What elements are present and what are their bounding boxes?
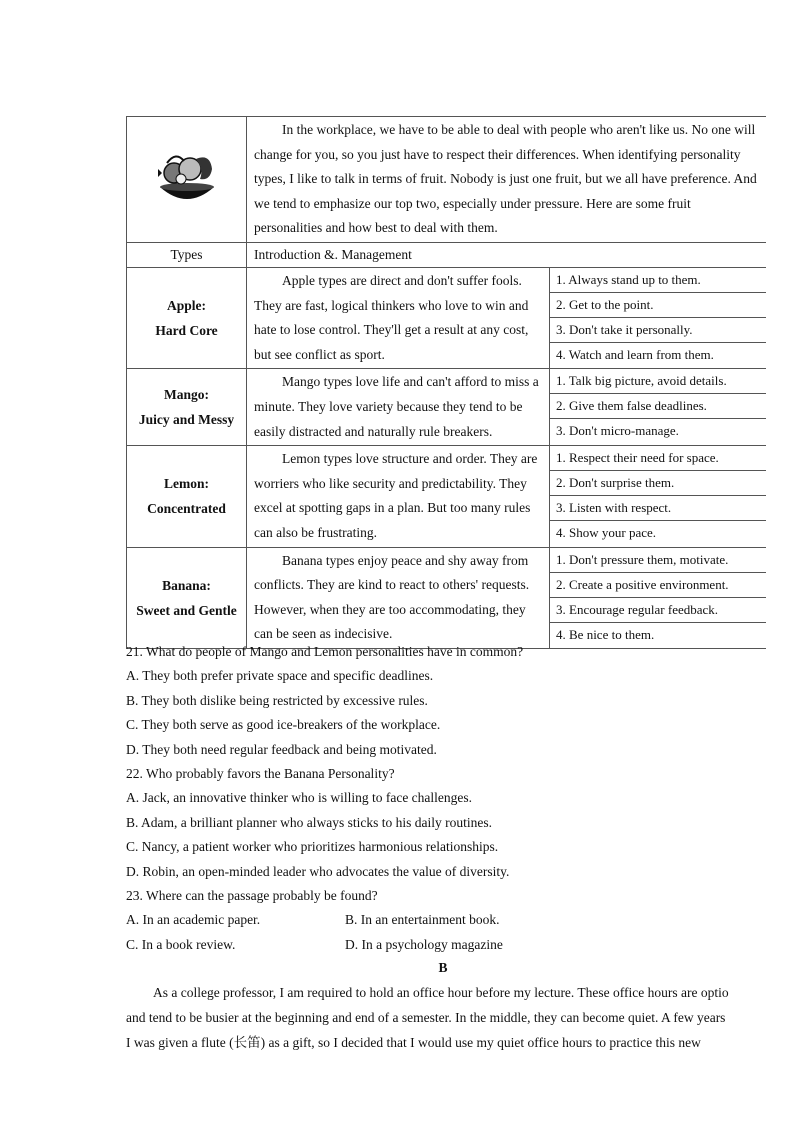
question-22: 22. Who probably favors the Banana Personality? — [126, 765, 395, 781]
section-b-paragraph — [126, 981, 736, 1055]
type-subtitle: Hard Core — [155, 323, 218, 339]
tip-item: 3. Don't micro-manage. — [556, 423, 679, 439]
tip-item: 4. Show your pace. — [556, 525, 657, 541]
tip-item: 3. Don't take it personally. — [550, 318, 766, 343]
option-21c: C. They both serve as good ice-breakers of the workplace. — [126, 717, 441, 733]
fruit-personality-table — [126, 116, 766, 649]
lemon-row — [126, 445, 766, 546]
type-cell — [126, 446, 247, 546]
paragraph-line: I was given a flute (长笛) as a gift, so I decided that I would use my quiet office hours to practice this new — [126, 1034, 701, 1050]
intro-row — [126, 116, 766, 242]
header-types: Types — [126, 243, 247, 267]
tip-item: 1. Don't pressure them, motivate. — [550, 548, 766, 573]
option-22b: B. Adam, a brilliant planner who always sticks to his daily routines. — [126, 814, 492, 830]
section-b-heading: B — [438, 960, 448, 975]
type-subtitle: Juicy and Messy — [138, 412, 235, 428]
option-23d: D. In a psychology magazine — [345, 936, 503, 952]
type-name: Mango: — [164, 387, 209, 403]
tip-item: 1. Always stand up to them. — [550, 268, 766, 293]
type-description: Banana types enjoy peace and shy away from conflicts. They are kind to react to others' requests. However, when they are too accommodating, they can be seen as indecisive. — [247, 548, 550, 648]
tip-item: 3. Encourage regular feedback. — [550, 598, 766, 623]
tip-item: 1. Respect their need for space. — [550, 446, 766, 471]
type-cell — [126, 548, 247, 648]
section-b-heading-wrap — [126, 956, 760, 980]
options-23-row2 — [126, 933, 746, 957]
tip-item: 3. Listen with respect. — [550, 496, 766, 521]
banana-row — [126, 547, 766, 649]
option-23c: C. In a book review. — [126, 936, 236, 952]
type-name: Banana: — [162, 577, 211, 593]
option-21d: D. They both need regular feedback and being motivated. — [126, 741, 437, 757]
paragraph-line: As a college professor, I am required to hold an office hour before my lecture. These office hours are optio — [153, 985, 729, 1000]
type-description: Apple types are direct and don't suffer fools. They are fast, logical thinkers who love to win and hate to lose control. They'll get a result at any cost, but see conflict as sport. — [247, 268, 550, 368]
type-subtitle: Concentrated — [147, 501, 226, 517]
tip-item: 4. Watch and learn from them. — [556, 346, 714, 362]
type-description: Mango types love life and can't afford to miss a minute. They love variety because they tend to be easily distracted and naturally rule breakers. — [247, 369, 550, 445]
option-23a: A. In an academic paper. — [126, 912, 261, 928]
fruit-bowl-icon — [152, 149, 222, 209]
header-intro-management: Introduction &. Management — [254, 246, 412, 262]
tips-list — [550, 446, 766, 546]
type-cell — [126, 268, 247, 368]
questions-section — [126, 640, 746, 957]
tip-item: 2. Don't surprise them. — [550, 471, 766, 496]
mango-row — [126, 368, 766, 445]
tip-item: 4. Be nice to them. — [556, 626, 655, 642]
tips-list — [550, 548, 766, 648]
type-name: Apple: — [166, 298, 206, 314]
option-23b: B. In an entertainment book. — [345, 912, 500, 928]
option-21a: A. They both prefer private space and specific deadlines. — [126, 668, 434, 684]
tip-item: 2. Give them false deadlines. — [550, 394, 766, 419]
header-row — [126, 242, 766, 267]
type-subtitle: Sweet and Gentle — [136, 602, 237, 618]
option-22d: D. Robin, an open-minded leader who advocates the value of diversity. — [126, 863, 510, 879]
tip-item: 2. Get to the point. — [550, 293, 766, 318]
fruit-bowl-image-cell — [126, 117, 247, 242]
tip-item: 2. Create a positive environment. — [550, 573, 766, 598]
intro-text: In the workplace, we have to be able to deal with people who aren't like us. No one will change for you, so you just have to respect their differences. When identifying personality types, I like to talk in terms of fruit. Nobody is just one fruit, but we all have preference. And we tend to emphasize our top two, especially under pressure. Here are some fruit personalities and how best to deal with them. — [254, 122, 757, 236]
tips-list — [550, 369, 766, 445]
type-description: Lemon types love structure and order. They are worriers who like security and predictability. They excel at spotting gaps in a plan. But too many rules can also be frustrating. — [247, 446, 550, 546]
question-21: 21. What do people of Mango and Lemon personalities have in common? — [126, 644, 524, 659]
tip-item: 1. Talk big picture, avoid details. — [550, 369, 766, 394]
apple-row — [126, 267, 766, 368]
option-21b: B. They both dislike being restricted by excessive rules. — [126, 692, 428, 708]
tips-list — [550, 268, 766, 368]
question-23: 23. Where can the passage probably be found? — [126, 887, 378, 903]
options-23-row1 — [126, 908, 746, 932]
paragraph-line: and tend to be busier at the beginning and end of a semester. In the middle, they can become quiet. A few years — [126, 1009, 726, 1025]
option-22c: C. Nancy, a patient worker who prioritizes harmonious relationships. — [126, 839, 499, 855]
type-cell — [126, 369, 247, 445]
option-22a: A. Jack, an innovative thinker who is willing to face challenges. — [126, 790, 473, 806]
type-name: Lemon: — [164, 476, 209, 492]
